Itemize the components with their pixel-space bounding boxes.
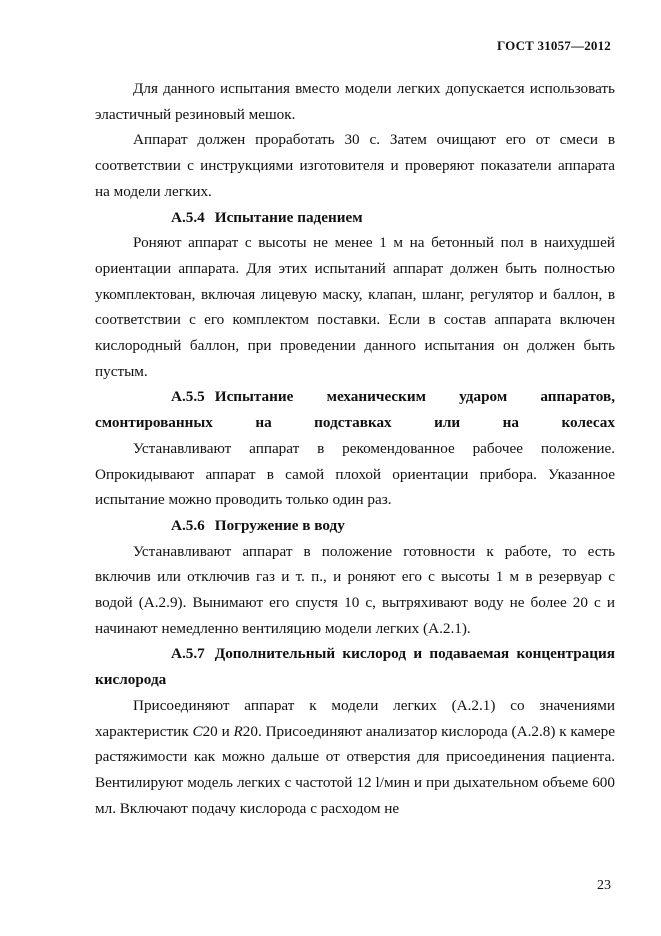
section-number: А.5.5 [171,388,205,406]
section-number: А.5.6 [171,516,205,534]
symbol-c: C [192,722,203,740]
paragraph-6-part-d: 20. Присоединяют анализатор кислорода (А.2.8) к камере растяжимости как можно дальше от отверстия для присоединения пациента. Вентилируют модель легких с частотой 12 l/мин и при дыхательном объеме 600 мл. Включают подачу кислорода с расходом не [95,722,615,817]
paragraph-5: Устанавливают аппарат в положение готовности к работе, то есть включив или отключив газ и т. п., и роняют его с высоты 1 м в резервуар с водой (А.2.9). Вынимают его спустя 10 с, вытряхивают воду не более 20 с и начинают немедленно вентиляцию модели легких (А.2.1). [95,542,615,637]
section-number: А.5.7 [171,645,205,663]
paragraph-3: Роняют аппарат с высоты не менее 1 м на бетонный пол в наихудшей ориентации аппарата. Для этих испытаний аппарат должен быть полностью укомплектован, включая лицевую маску, клапан, шланг, регулятор и баллон, в соответствии с его комплектом поставки. Если в состав аппарата включен кислородный баллон, при проведении данного испытания он должен быть пустым. [95,234,615,380]
document-body [95,76,615,821]
paragraph-4: Устанавливают аппарат в рекомендованное рабочее положение. Опрокидывают аппарат в самой плохой ориентации прибора. Указанное испытание можно проводить только один раз. [95,439,615,509]
paragraph-1: Для данного испытания вместо модели легких допускается использовать эластичный резиновый мешок. [95,80,615,123]
section-heading-a-5-5 [95,384,615,435]
section-heading-a-5-6 [95,513,615,539]
section-heading-a-5-4 [95,205,615,231]
section-number: А.5.4 [171,208,205,226]
section-title: Испытание падением [214,208,363,226]
section-title: Дополнительный кислород и подаваемая концентрация кислорода [95,645,615,689]
document-code: ГОСТ 31057—2012 [496,38,611,53]
paragraph-6 [95,693,615,822]
symbol-r: R [233,722,243,740]
section-title: Погружение в воду [214,516,345,534]
paragraph-2: Аппарат должен проработать 30 с. Затем очищают его от смеси в соответствии с инструкциями изготовителя и проверяют показатели аппарата на модели легких. [95,131,615,200]
page-number: 23 [597,878,611,893]
section-heading-a-5-7 [95,641,615,692]
section-title: Испытание механическим ударом аппаратов, смонтированных на подставках или на колесах [95,388,615,432]
paragraph-6-part-a: Присоединяют аппарат к модели легких (А.2.1) со значениями характеристик [95,696,615,740]
paragraph-6-part-b: 20 и [202,722,234,740]
